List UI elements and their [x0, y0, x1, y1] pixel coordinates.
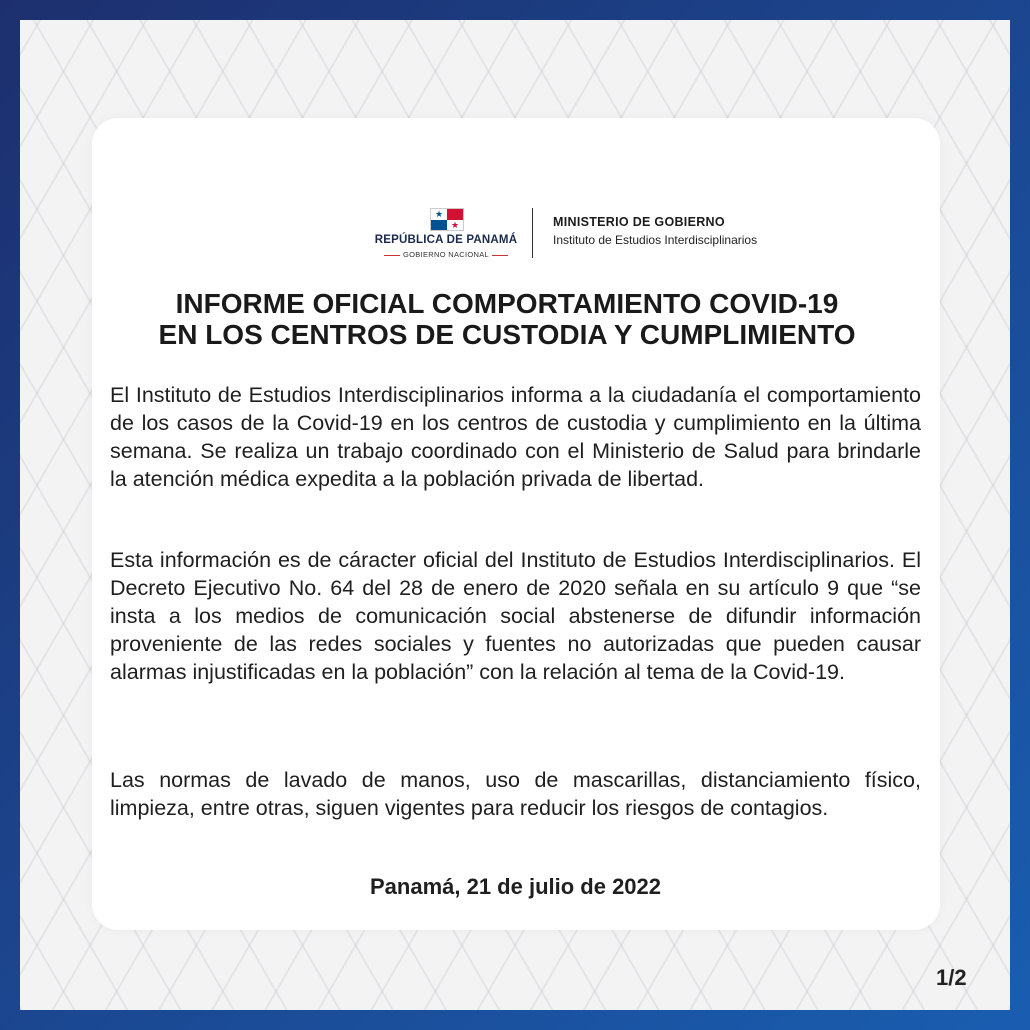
government-label — [372, 250, 520, 259]
header-divider — [532, 208, 533, 258]
paragraph-intro: El Instituto de Estudios Interdisciplinarios informa a la ciudadanía el comportamiento de los casos de la Covid-19 en los centros de custodia y cumplimiento en la última semana. Se realiza un trabajo coordinado con el Ministerio de Salud para brindarle la atención médica expedita a la población privada de libertad. — [110, 383, 921, 491]
paragraph-norms: Las normas de lavado de manos, uso de mascarillas, distanciamiento físico, limpieza, entre otras, siguen vigentes para reducir los riesgos de contagios. — [110, 768, 921, 820]
ministry-name: MINISTERIO DE GOBIERNO — [553, 215, 725, 229]
government-label-text: GOBIERNO NACIONAL — [403, 250, 489, 259]
government-header — [372, 206, 812, 266]
page-title — [112, 288, 902, 350]
title-line-2: EN LOS CENTROS DE CUSTODIA Y CUMPLIMIENTO — [158, 319, 856, 350]
document-date: Panamá, 21 de julio de 2022 — [369, 874, 662, 899]
republic-name: REPÚBLICA DE PANAMÁ — [374, 234, 518, 246]
institute-name: Instituto de Estudios Interdisciplinarios — [553, 233, 758, 247]
title-line-1: INFORME OFICIAL COMPORTAMIENTO COVID-19 — [175, 288, 839, 319]
page-indicator: 1/2 — [936, 965, 967, 990]
panama-flag-icon: ★ ★ — [430, 208, 464, 231]
paragraph-decree: Esta información es de cáracter oficial del Instituto de Estudios Interdisciplinarios. El Decreto Ejecutivo No. 64 del 28 de enero de 2020 señala en su artículo 9 que “se insta a los medios de comunicación social abstenerse de difundir información proveniente de las redes sociales y fuentes no autorizadas que pueden causar alarmas injustificadas en la población” con la relación al tema de la Covid-19. — [110, 548, 921, 684]
